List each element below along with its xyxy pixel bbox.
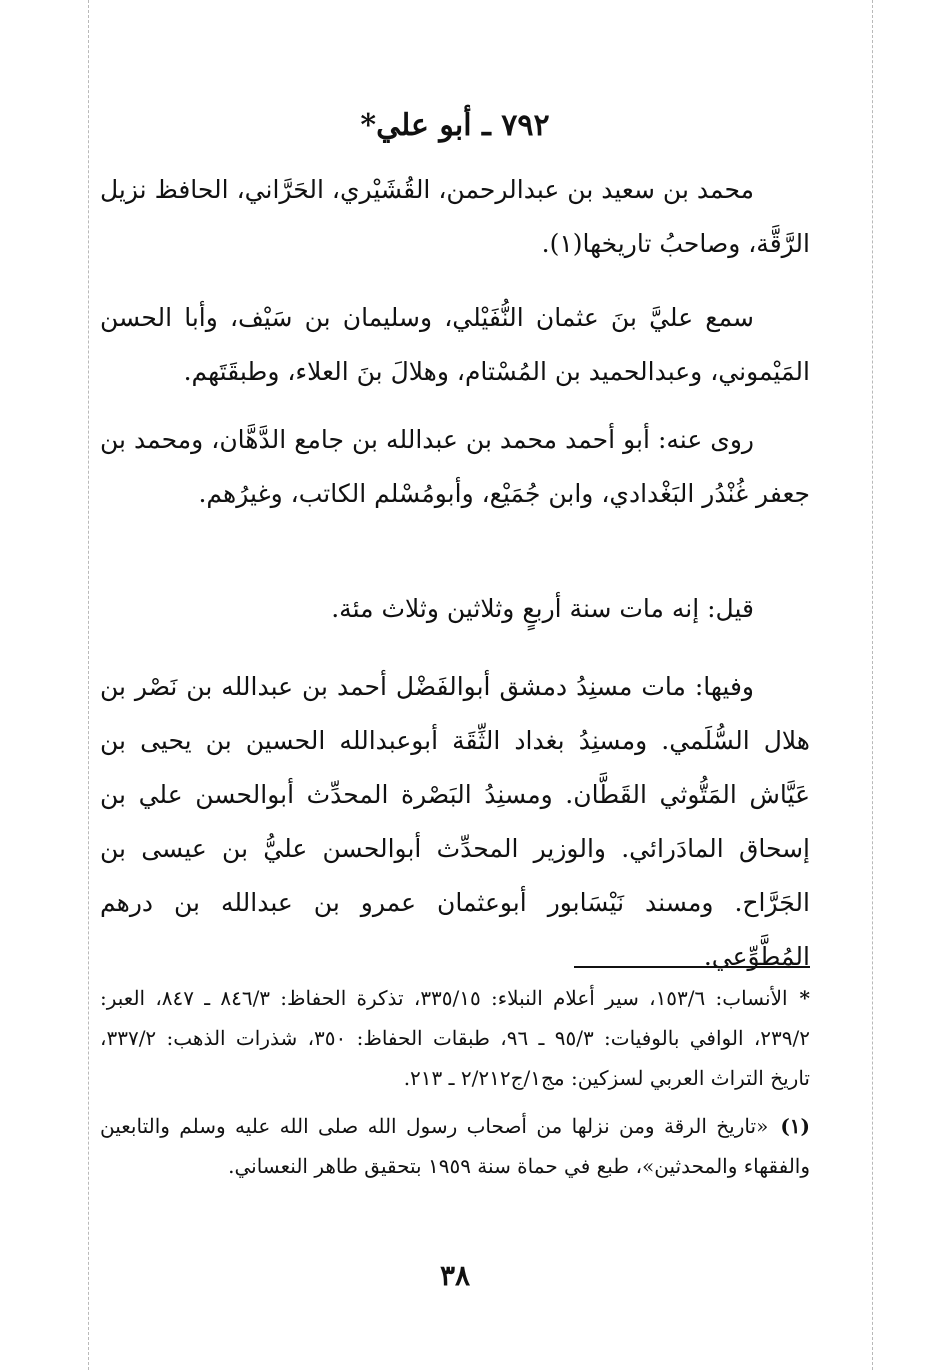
paragraph-students-text: روى عنه: أبو أحمد محمد بن عبدالله بن جامع الدَّهَّان، ومحمد بن جعفر غُنْدُر البَغْدادي، وابن جُمَيْع، وأبومُسْلم الكاتب، وغيرُهم. (100, 425, 810, 508)
footnote-sources (100, 978, 810, 1098)
book-page (100, 0, 810, 1370)
footnote-text: «تاريخ الرقة ومن نزلها من أصحاب رسول الله صلى الله عليه وسلم والتابعين والفقهاء والمحدثين»، طبع في حماة سنة ١٩٥٩ بتحقيق طاهر النعساني. (100, 1114, 810, 1178)
paragraph-teachers-text: سمع عليَّ بنَ عثمان النُّفَيْلي، وسليمان بن سَيْف، وأبا الحسن المَيْموني، وعبدالحميد بن المُسْتام، وهلالَ بنَ العلاء، وطبقَتَهم. (100, 303, 810, 386)
page-number: ٣٨ (439, 1259, 471, 1292)
footnote-1 (100, 1106, 810, 1186)
paragraph-teachers (100, 291, 810, 399)
paragraph-same-year-deaths (100, 660, 810, 984)
paragraph-death (100, 582, 810, 636)
footnote-separator (574, 966, 810, 968)
footnote-text: الأنساب: ١٥٣/٦، سير أعلام النبلاء: ٣٣٥/١٥، تذكرة الحفاظ: ٨٤٦/٣ ـ ٨٤٧، العبر: ٢٣٩/٢، الوافي بالوفيات: ٩٥/٣ ـ ٩٦، طبقات الحفاظ: ٣٥٠، شذرات الذهب: ٣٣٧/٢، تاريخ التراث العربي لسزكين: مج١/ج٢/٢١٢ ـ ٢١٣. (100, 986, 811, 1090)
paragraph-students (100, 413, 810, 521)
footnote-marker: (١) (780, 1114, 810, 1138)
paragraph-same-year-deaths-text: وفيها: مات مسنِدُ دمشق أبوالفَضْل أحمد بن عبدالله بن نَصْر بن هلال السُّلَمي. ومسنِدُ بغداد الثِّقَة أبوعبدالله الحسين بن يحيى بن عَيَّاش المَتُّوثي القَطَّان. ومسنِدُ البَصْرة المحدِّث أبوالحسن علي بن إسحاق المادَرائي. والوزير المحدِّث أبوالحسن عليُّ بن عيسى بن الجَرَّاح. ومسند نَيْسَابور أبوعثمان عمرو بن عبدالله بن درهم المُطَّوِّعي. (100, 672, 810, 971)
paragraph-name (100, 163, 810, 271)
footnote-marker: * (799, 986, 811, 1010)
entry-title: ٧٩٢ ـ أبو علي* (360, 108, 550, 143)
paragraph-death-text: قيل: إنه مات سنة أربعٍ وثلاثين وثلاث مئة. (331, 594, 754, 623)
footnotes (100, 978, 810, 1194)
scan-guide-line-right (872, 0, 873, 1370)
paragraph-name-text: محمد بن سعيد بن عبدالرحمن، القُشَيْري، الحَرَّاني، الحافظ نزيل الرَّقَّة، وصاحبُ تاريخها(١). (100, 175, 810, 258)
scan-guide-line-left (88, 0, 89, 1370)
